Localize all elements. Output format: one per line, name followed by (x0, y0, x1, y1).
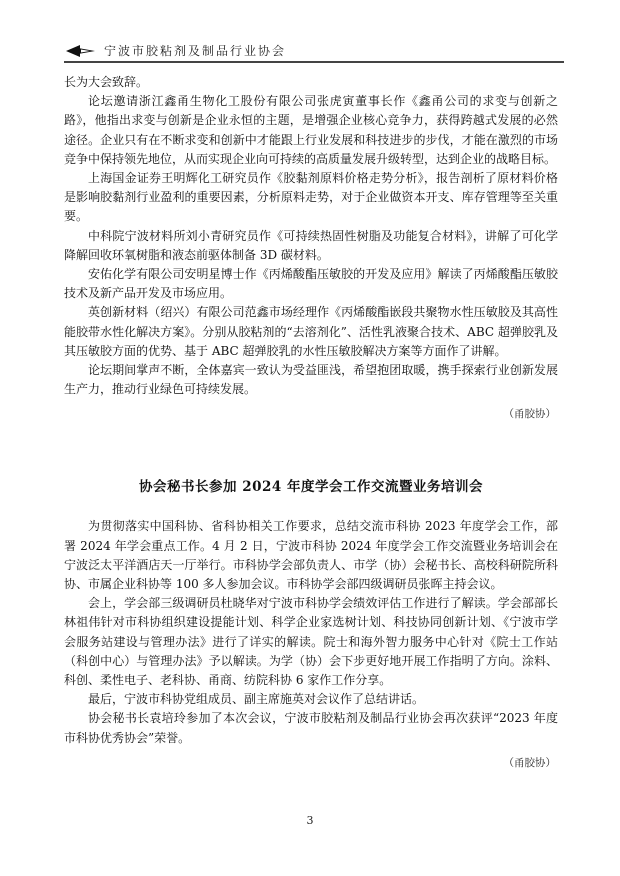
header-divider (64, 61, 564, 63)
page-number: 3 (306, 814, 314, 827)
association-logo-icon (66, 43, 96, 57)
paragraph: 协会秘书长袁培玲参加了本次会议，宁波市胶粘剂及制品行业协会再次获评“2023 年度市科协优秀协会”荣誉。 (64, 711, 558, 745)
header-title: 宁波市胶粘剂及制品行业协会 (104, 44, 287, 58)
paragraph: 论坛期间掌声不断，全体嘉宾一致认为受益匪浅，希望抱团取暖，携手探索行业创新发展生产力，推动行业绿色可持续发展。 (64, 363, 558, 397)
paragraph: 长为大会致辞。 (64, 75, 149, 89)
article-title: 协会秘书长参加 2024 年度学会工作交流暨业务培训会 (139, 479, 483, 496)
paragraph: 最后，宁波市科协党组成员、副主席施英对会议作了总结讲话。 (88, 692, 425, 707)
paragraph: 会上，学会部三级调研员杜晓华对宁波市科协学会绩效评估工作进行了解读。学会部部长林祖伟针对市科协组织建设提能计划、科学企业家选树计划、科技协同创新计划、《宁波市学会服务站建设与管理办法》进行了详实的解读。院士和海外智力服务中心针对《院士工作站（科创中心）与管理办法》予以解读。为学（协）会下步更好地开展工作指明了方向。涂料、科创、柔性电子、老科协、甬商、纺院科协 6 家作工作分享。 (64, 596, 558, 688)
page-header (64, 40, 564, 64)
source-attribution: （甬胶协） (503, 756, 556, 769)
article-body (64, 73, 558, 772)
paragraph: 论坛邀请浙江鑫甬生物化工股份有限公司张虎寅董事长作《鑫甬公司的求变与创新之路》，他指出求变与创新是企业永恒的主题，是增强企业核心竞争力，获得跨越式发展的必然途径。企业只有在不断求变和创新中才能跟上行业发展和科技进步的步伐，才能在激烈的市场竞争中保持领先地位，从而实现企业向可持续的高质量发展升级转型，达到企业的战略目标。 (64, 94, 558, 166)
paragraph: 上海国金证券王明辉化工研究员作《胶黏剂原料价格走势分析》，报告剖析了原材料价格是影响胶黏剂行业盈利的重要因素，分析原料走势，对于企业做资本开支、库存管理等至关重要。 (64, 171, 558, 224)
source-attribution: （甬胶协） (503, 408, 556, 421)
paragraph: 为贯彻落实中国科协、省科协相关工作要求，总结交流市科协 2023 年度学会工作，部署 2024 年学会重点工作。4 月 2 日，宁波市科协 2024 年度学会工作交流暨业务培训会在宁波泛太平洋酒店天一厅举行。市科协学会部负责人、市学（协）会秘书长、高校科研院所科协、市属企业科协等 100 多人参加会议。市科协学会部四级调研员张晖主持会议。 (64, 519, 558, 592)
paragraph: 中科院宁波材料所刘小青研究员作《可持续热固性树脂及功能复合材料》，讲解了可化学降解回收环氧树脂和液态前驱体制备 3D 碳材料。 (64, 228, 558, 262)
paragraph: 安佑化学有限公司安明星博士作《丙烯酸酯压敏胶的开发及应用》解读了丙烯酸酯压敏胶技术及新产品开发及市场应用。 (64, 267, 558, 301)
paragraph: 英创新材料（绍兴）有限公司范鑫市场经理作《丙烯酸酯嵌段共聚物水性压敏胶及其高性能胶带水性化解决方案》。分别从胶粘剂的“去溶剂化”、活性乳液聚合技术、ABC 超弹胶乳及其压敏胶方面的优势、基于 ABC 超弹胶乳的水性压敏胶解决方案等方面作了讲解。 (64, 305, 558, 358)
